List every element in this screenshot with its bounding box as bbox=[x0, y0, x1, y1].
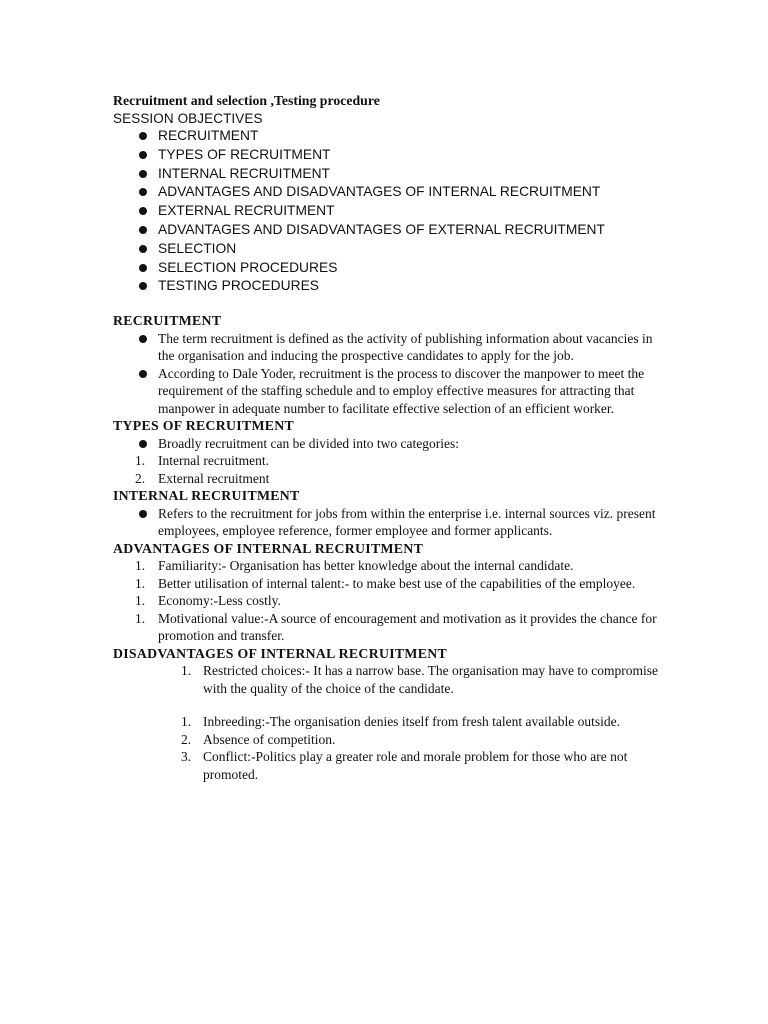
advantage-item: 1. Motivational value:-A source of encouragement and motivation as it provides the chance for promotion and transfer. bbox=[135, 610, 657, 644]
objective-item: SELECTION PROCEDURES bbox=[113, 259, 658, 278]
types-heading: TYPES OF RECRUITMENT bbox=[113, 418, 295, 434]
disadvantage-item: 3. Conflict:-Politics play a greater role and morale problem for those who are not promoted. bbox=[181, 749, 628, 782]
bullet-icon bbox=[139, 245, 147, 253]
bullet-icon bbox=[139, 188, 147, 196]
internal-bullet: Refers to the recruitment for jobs from within the enterprise i.e. internal sources viz. present employees, employee reference, former employee and former applicants. bbox=[113, 505, 658, 540]
recruitment-bullet: According to Dale Yoder, recruitment is the process to discover the manpower to meet the requirement of the staffing schedule and to employ effective measures for attracting that manpower in adequate number to facilitate effective selection of an efficient worker. bbox=[113, 365, 658, 418]
objective-item: ADVANTAGES AND DISADVANTAGES OF EXTERNAL RECRUITMENT bbox=[113, 221, 658, 240]
disadvantages-list-1 bbox=[113, 662, 658, 697]
objective-item: SELECTION bbox=[113, 240, 658, 259]
bullet-icon bbox=[139, 170, 147, 178]
bullet-icon bbox=[139, 282, 147, 290]
bullet-icon bbox=[139, 510, 147, 518]
recruitment-heading: RECRUITMENT bbox=[113, 313, 222, 329]
internal-bullets bbox=[113, 505, 658, 540]
bullet-icon bbox=[139, 370, 147, 378]
advantage-item: 1. Economy:-Less costly. bbox=[135, 593, 281, 609]
document-title: Recruitment and selection ,Testing procedure bbox=[113, 93, 380, 108]
bullet-icon bbox=[139, 207, 147, 215]
disadvantages-heading: DISADVANTAGES OF INTERNAL RECRUITMENT bbox=[113, 645, 447, 661]
advantages-heading: ADVANTAGES OF INTERNAL RECRUITMENT bbox=[113, 540, 424, 556]
advantage-item: 1. Familiarity:- Organisation has better knowledge about the internal candidate. bbox=[135, 558, 574, 574]
types-bullet: Broadly recruitment can be divided into two categories: bbox=[113, 435, 658, 453]
objective-item: TESTING PROCEDURES bbox=[113, 277, 658, 296]
disadvantage-item: 1. Restricted choices:- It has a narrow base. The organisation may have to compromise with the quality of the choice of the candidate. bbox=[181, 663, 658, 696]
recruitment-bullets bbox=[113, 330, 658, 418]
bullet-icon bbox=[139, 264, 147, 272]
bullet-icon bbox=[139, 226, 147, 234]
recruitment-bullet: The term recruitment is defined as the activity of publishing information about vacancies in the organisation and inducing the prospective candidates to apply for the job. bbox=[113, 330, 658, 365]
types-list bbox=[113, 452, 658, 487]
list-gap bbox=[113, 697, 658, 713]
internal-heading: INTERNAL RECRUITMENT bbox=[113, 488, 300, 504]
bullet-icon bbox=[139, 440, 147, 448]
types-bullets bbox=[113, 435, 658, 453]
objective-item: TYPES OF RECRUITMENT bbox=[113, 146, 658, 165]
advantage-item: 1. Better utilisation of internal talent:- to make best use of the capabilities of the employee. bbox=[135, 575, 636, 591]
bullet-icon bbox=[139, 335, 147, 343]
document-body bbox=[113, 92, 658, 783]
section-gap bbox=[113, 296, 658, 312]
objective-item: EXTERNAL RECRUITMENT bbox=[113, 202, 658, 221]
objective-item: INTERNAL RECRUITMENT bbox=[113, 165, 658, 184]
types-item: 2. External recruitment bbox=[135, 470, 270, 486]
objective-item: ADVANTAGES AND DISADVANTAGES OF INTERNAL RECRUITMENT bbox=[113, 183, 658, 202]
bullet-icon bbox=[139, 132, 147, 140]
disadvantage-item: 2. Absence of competition. bbox=[181, 731, 336, 747]
bullet-icon bbox=[139, 151, 147, 159]
advantages-list bbox=[113, 557, 658, 645]
objectives-heading: SESSION OBJECTIVES bbox=[113, 110, 263, 126]
objective-item: RECRUITMENT bbox=[113, 127, 658, 146]
disadvantage-item: 1. Inbreeding:-The organisation denies itself from fresh talent available outside. bbox=[181, 714, 620, 730]
objectives-list bbox=[113, 127, 658, 296]
types-item: 1. Internal recruitment. bbox=[135, 453, 269, 469]
disadvantages-list-2 bbox=[113, 713, 658, 783]
